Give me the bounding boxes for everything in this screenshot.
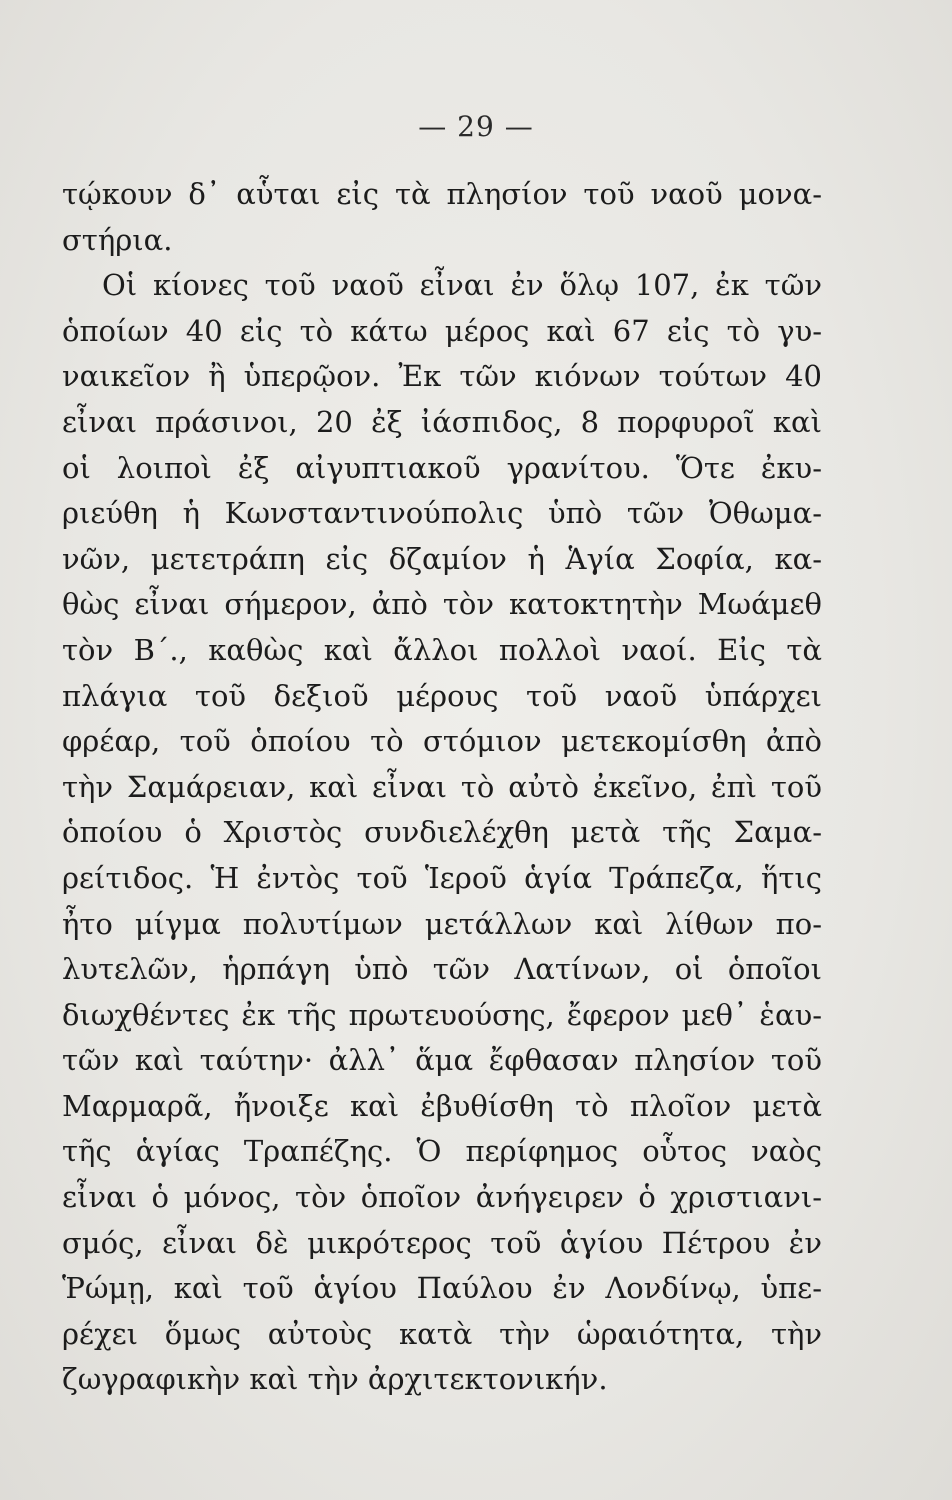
body-text [62,172,822,1403]
text-line: εἶναι πράσινοι, 20 ἐξ ἰάσπιδος, 8 πορφυροῖ καὶ [62,404,822,439]
text-line: ὁποίου ὁ Χριστὸς συνδιελέχθη μετὰ τῆς Σαμα- [62,815,822,850]
text-line: Ῥώμῃ, καὶ τοῦ ἁγίου Παύλου ἐν Λονδίνῳ, ὑπε- [62,1271,822,1306]
text-line: Οἱ κίονες τοῦ ναοῦ εἶναι ἐν ὅλῳ 107, ἐκ τῶν [102,268,822,303]
text-line: τῴκουν δ᾽ αὗται εἰς τὰ πλησίον τοῦ ναοῦ μονα- [62,177,822,211]
text-line: σμός, εἶναι δὲ μικρότερος τοῦ ἁγίου Πέτρου ἐν [62,1225,822,1260]
text-line: λυτελῶν, ἡρπάγη ὑπὸ τῶν Λατίνων, οἱ ὁποῖοι [62,952,822,987]
text-line: ζωγραφικὴν καὶ τὴν ἀρχιτεκτονικήν. [62,1362,608,1397]
text-line: διωχθέντες ἐκ τῆς πρωτευούσης, ἔφερον μεθ᾽ ἑαυ- [62,997,822,1032]
page-number: — 29 — [418,110,534,143]
text-line: στήρια. [62,222,173,257]
text-line: νῶν, μετετράπη εἰς δζαμίον ἡ Ἁγία Σοφία, κα- [62,541,822,576]
text-line: εἶναι ὁ μόνος, τὸν ὁποῖον ἀνήγειρεν ὁ χριστιανι- [62,1180,822,1215]
text-line: φρέαρ, τοῦ ὁποίου τὸ στόμιον μετεκομίσθη ἀπὸ [62,724,822,759]
text-line: ριεύθη ἡ Κωνσταντινούπολις ὑπὸ τῶν Ὀθωμα- [62,496,822,531]
text-line: οἱ λοιποὶ ἐξ αἰγυπτιακοῦ γρανίτου. Ὅτε ἐκυ- [62,450,822,485]
text-line: θὼς εἶναι σήμερον, ἀπὸ τὸν κατοκτητὴν Μωάμεθ [62,587,822,622]
text-line: ἦτο μίγμα πολυτίμων μετάλλων καὶ λίθων πο- [62,906,822,941]
text-line: ρέχει ὅμως αὐτοὺς κατὰ τὴν ὡραιότητα, τὴν [62,1316,822,1351]
text-line: Μαρμαρᾶ, ἤνοιξε καὶ ἐβυθίσθη τὸ πλοῖον μετὰ [62,1088,822,1123]
text-line: ρείτιδος. Ἡ ἐντὸς τοῦ Ἱεροῦ ἁγία Τράπεζα, ἥτις [62,860,822,895]
text-line: πλάγια τοῦ δεξιοῦ μέρους τοῦ ναοῦ ὑπάρχει [62,678,822,713]
text-line: τὴν Σαμάρειαν, καὶ εἶναι τὸ αὐτὸ ἐκεῖνο, ἐπὶ τοῦ [62,769,822,804]
text-line: τὸν Β΄., καθὼς καὶ ἄλλοι πολλοὶ ναοί. Εἰς τὰ [62,632,822,667]
text-line: τῆς ἁγίας Τραπέζης. Ὁ περίφημος οὗτος ναὸς [62,1134,822,1169]
text-line: ὁποίων 40 εἰς τὸ κάτω μέρος καὶ 67 εἰς τὸ γυ- [62,313,822,348]
text-line: ναικεῖον ἢ ὑπερῷον. Ἐκ τῶν κιόνων τούτων 40 [62,359,822,394]
text-line: τῶν καὶ ταύτην· ἀλλ᾽ ἅμα ἔφθασαν πλησίον τοῦ [62,1043,822,1078]
